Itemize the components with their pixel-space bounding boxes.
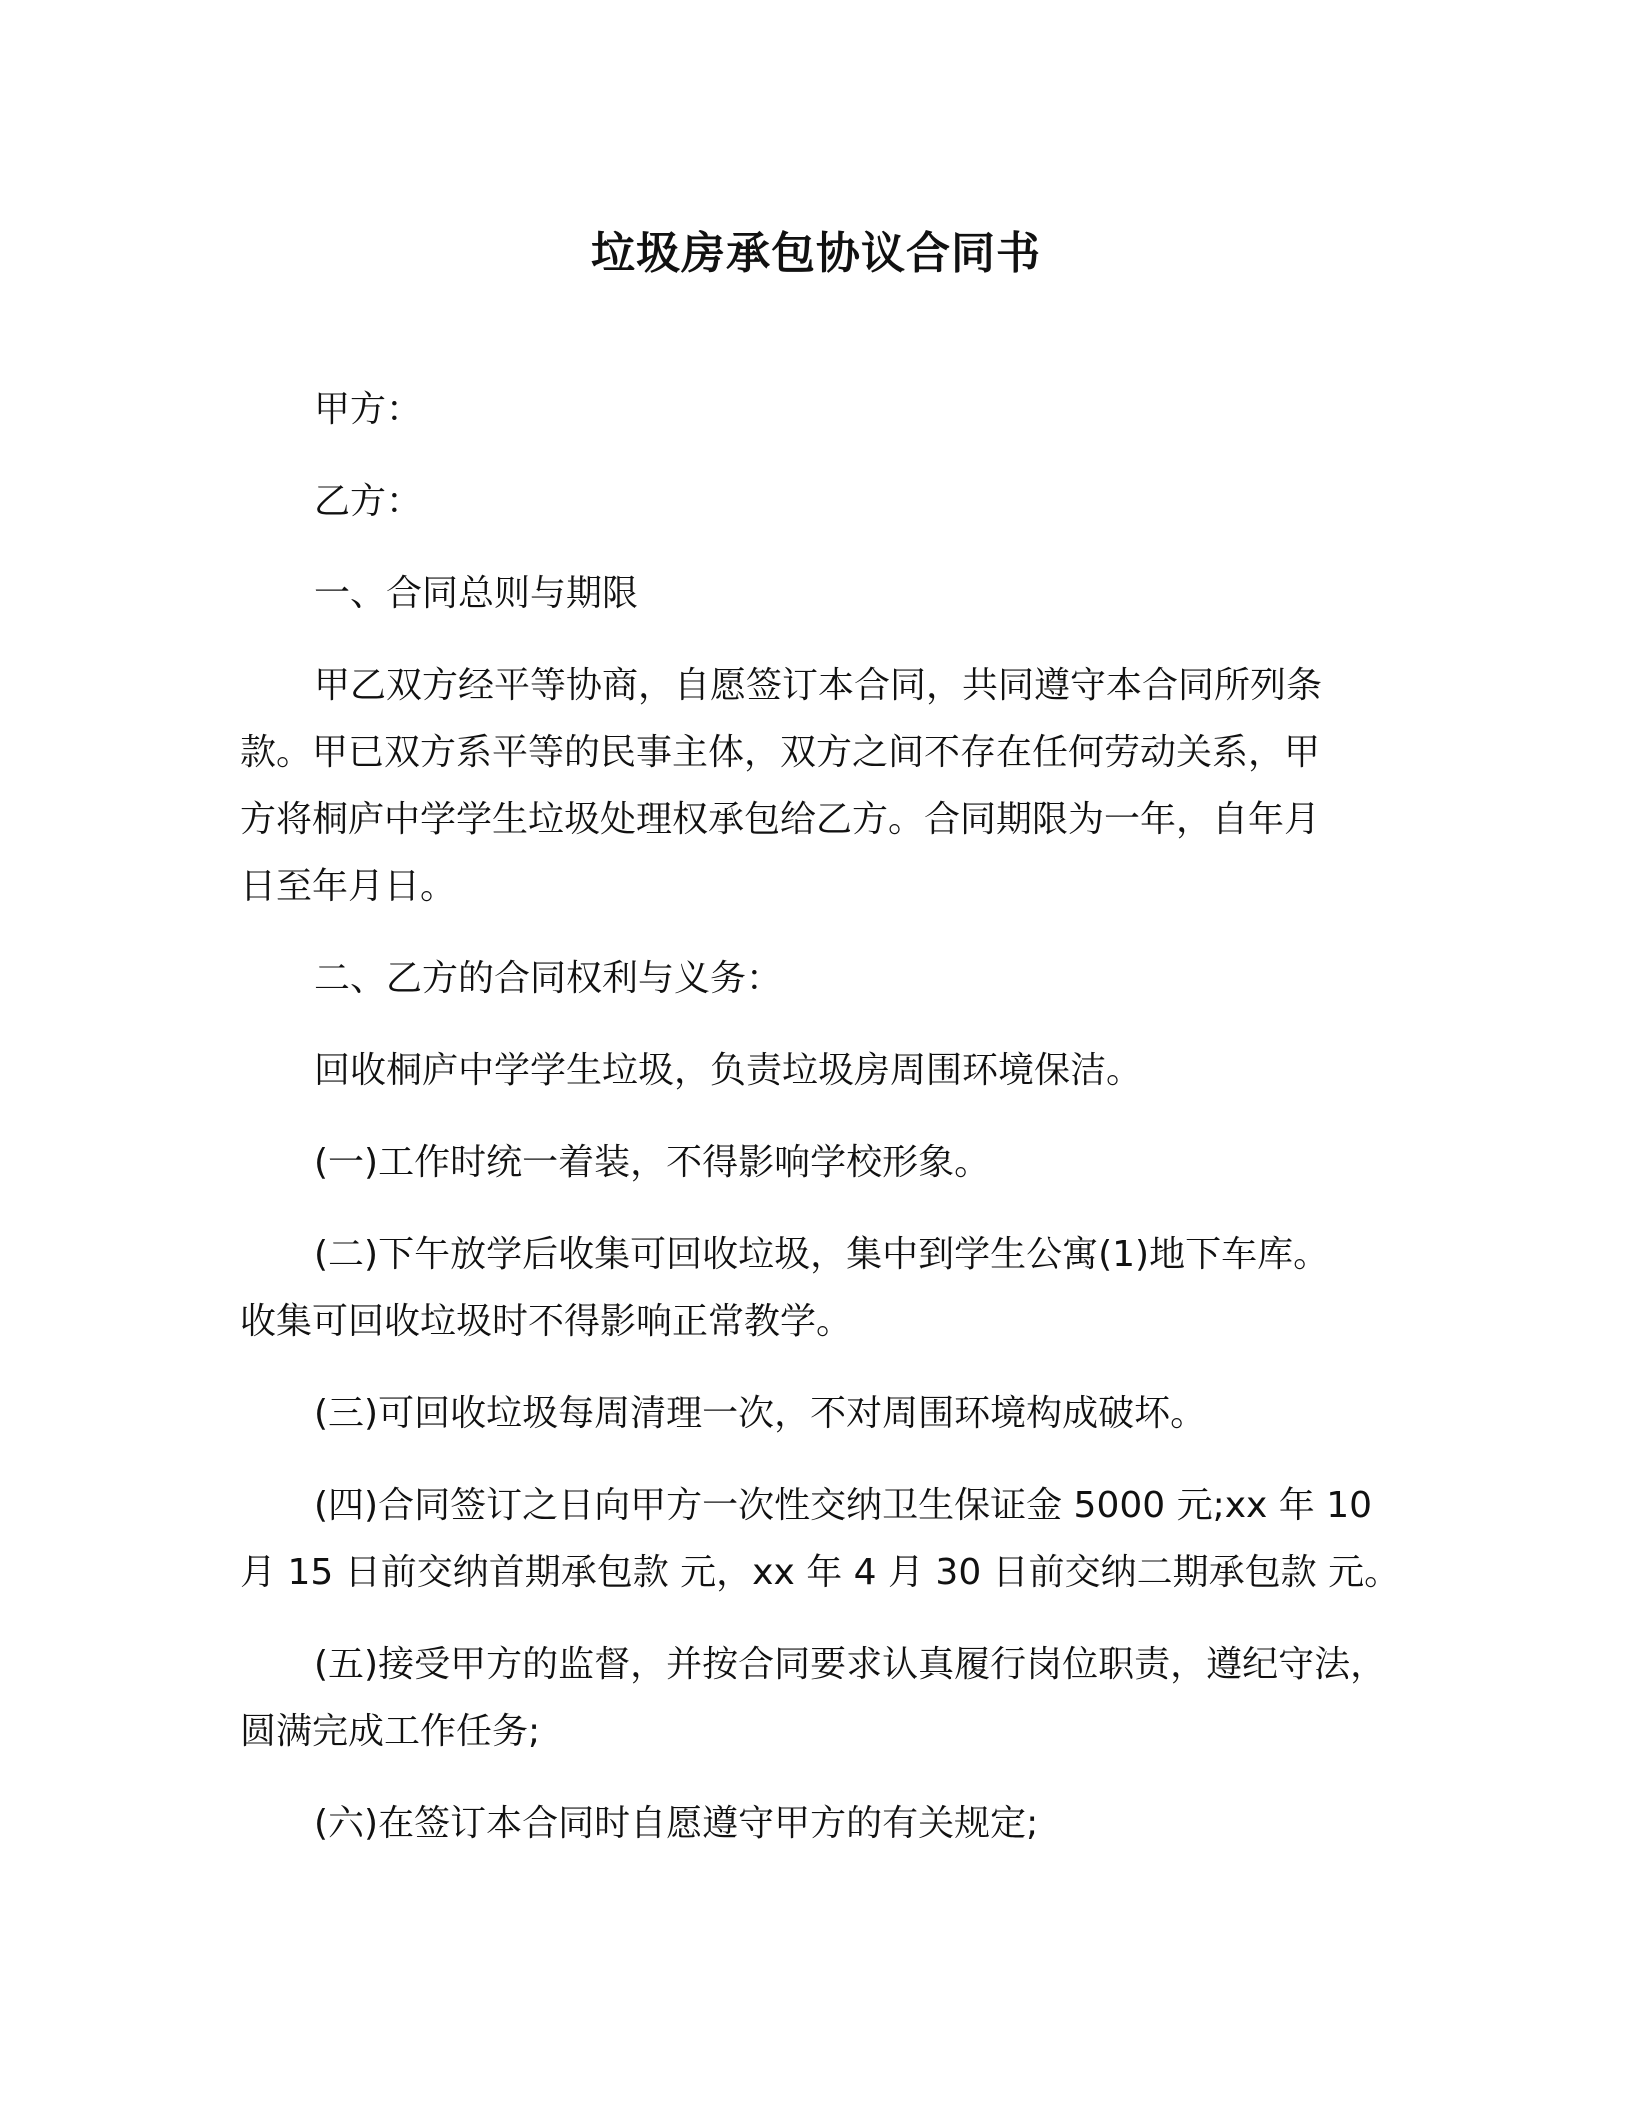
clause-item-2-line: 收集可回收垃圾时不得影响正常教学。 xyxy=(240,1301,853,1342)
section-1-heading: 一、合同总则与期限 xyxy=(314,573,639,614)
party-b-label: 乙方： xyxy=(314,481,423,522)
section-1-paragraph-line: 日至年月日。 xyxy=(240,866,457,907)
party-a-label: 甲方： xyxy=(314,389,423,430)
clause-item-4-line: 月 15 日前交纳首期承包款 元，xx 年 4 月 30 日前交纳二期承包款 元。 xyxy=(240,1552,1401,1593)
clause-item-5-line: 圆满完成工作任务; xyxy=(240,1711,541,1752)
clause-item-5-line: (五)接受甲方的监督，并按合同要求认真履行岗位职责，遵纪守法， xyxy=(314,1644,1387,1685)
clause-item-1: (一)工作时统一着装，不得影响学校形象。 xyxy=(314,1142,991,1183)
document-title: 垃圾房承包协议合同书 xyxy=(591,228,1041,279)
section-1-paragraph-line: 甲乙双方经平等协商，自愿签订本合同，共同遵守本合同所列条 xyxy=(314,665,1323,706)
clause-item-3: (三)可回收垃圾每周清理一次，不对周围环境构成破坏。 xyxy=(314,1393,1207,1434)
section-2-heading: 二、乙方的合同权利与义务： xyxy=(314,958,783,999)
clause-item-2-line: (二)下午放学后收集可回收垃圾，集中到学生公寓(1)地下车库。 xyxy=(314,1234,1330,1275)
clause-item-4-line: (四)合同签订之日向甲方一次性交纳卫生保证金 5000 元;xx 年 10 xyxy=(314,1485,1373,1526)
section-1-paragraph-line: 方将桐庐中学学生垃圾处理权承包给乙方。合同期限为一年，自年月 xyxy=(240,799,1321,840)
section-1-paragraph-line: 款。甲已双方系平等的民事主体，双方之间不存在任何劳动关系，甲 xyxy=(240,732,1321,773)
section-2-intro: 回收桐庐中学学生垃圾，负责垃圾房周围环境保洁。 xyxy=(314,1050,1143,1091)
clause-item-6: (六)在签订本合同时自愿遵守甲方的有关规定; xyxy=(314,1803,1039,1844)
